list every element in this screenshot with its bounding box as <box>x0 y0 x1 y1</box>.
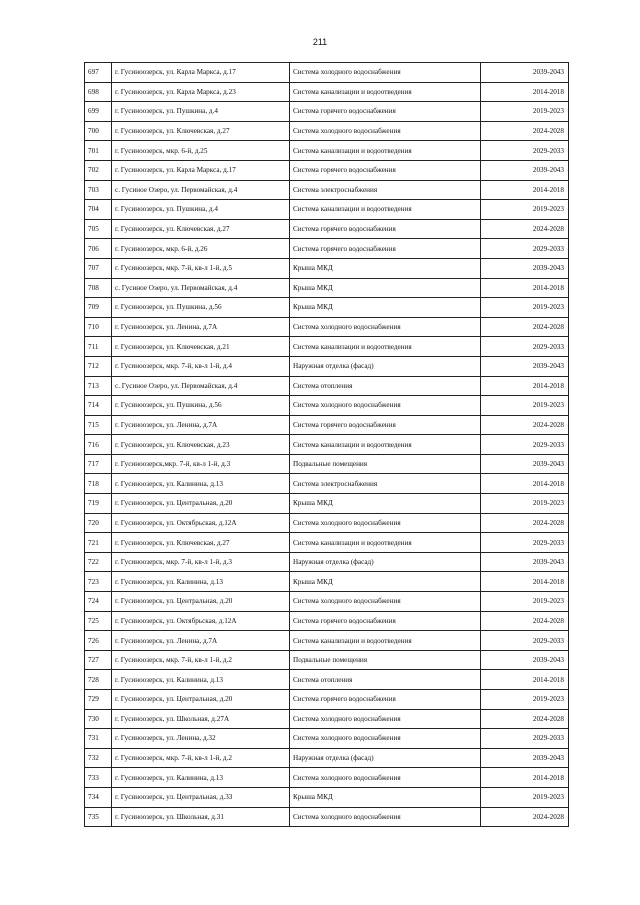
system-cell: Система холодного водоснабжения <box>290 768 481 788</box>
period-cell: 2019-2023 <box>481 592 569 612</box>
table-row <box>85 278 569 298</box>
system-cell: Наружная отделка (фасад) <box>290 748 481 768</box>
system-cell: Наружная отделка (фасад) <box>290 552 481 572</box>
address-cell: г. Гусиноозерск, ул. Ключевская, д.27 <box>112 533 290 553</box>
row-number-cell: 720 <box>85 513 112 533</box>
address-cell: г. Гусиноозерск, ул. Центральная, д.20 <box>112 494 290 514</box>
period-cell: 2014-2018 <box>481 768 569 788</box>
period-cell: 2024-2028 <box>481 611 569 631</box>
period-cell: 2039-2043 <box>481 356 569 376</box>
address-cell: г. Гусиноозерск, мкр. 7-й, кв-л 1-й, д.2 <box>112 748 290 768</box>
table-row <box>85 748 569 768</box>
address-cell: г. Гусиноозерск, ул. Пушкина, д.56 <box>112 396 290 416</box>
system-cell: Система канализации и водоотведения <box>290 337 481 357</box>
address-cell: г. Гусиноозерск, ул. Ленина, д.7А <box>112 415 290 435</box>
period-cell: 2029-2033 <box>481 631 569 651</box>
address-cell: с. Гусиное Озеро, ул. Первомайская, д.4 <box>112 376 290 396</box>
row-number-cell: 715 <box>85 415 112 435</box>
system-cell: Система канализации и водоотведения <box>290 141 481 161</box>
table-row <box>85 650 569 670</box>
period-cell: 2024-2028 <box>481 709 569 729</box>
row-number-cell: 733 <box>85 768 112 788</box>
address-cell: г. Гусиноозерск, ул. Октябрьская, д.12А <box>112 513 290 533</box>
system-cell: Крыша МКД <box>290 278 481 298</box>
system-cell: Система холодного водоснабжения <box>290 592 481 612</box>
address-cell: г. Гусиноозерск, ул. Школьная, д.27А <box>112 709 290 729</box>
address-cell: г. Гусиноозерск, ул. Калинина, д.13 <box>112 670 290 690</box>
period-cell: 2014-2018 <box>481 474 569 494</box>
period-cell: 2014-2018 <box>481 572 569 592</box>
address-cell: г. Гусиноозерск, мкр. 6-й, д.25 <box>112 141 290 161</box>
system-cell: Крыша МКД <box>290 494 481 514</box>
row-number-cell: 711 <box>85 337 112 357</box>
period-cell: 2024-2028 <box>481 121 569 141</box>
address-cell: г. Гусиноозерск,мкр. 7-й, кв-л 1-й, д.3 <box>112 454 290 474</box>
table-row <box>85 160 569 180</box>
system-cell: Система канализации и водоотведения <box>290 200 481 220</box>
row-number-cell: 723 <box>85 572 112 592</box>
system-cell: Система холодного водоснабжения <box>290 317 481 337</box>
row-number-cell: 710 <box>85 317 112 337</box>
address-cell: г. Гусиноозерск, ул. Калинина, д.13 <box>112 572 290 592</box>
system-cell: Система холодного водоснабжения <box>290 729 481 749</box>
address-cell: г. Гусиноозерск, ул. Центральная, д.20 <box>112 690 290 710</box>
row-number-cell: 698 <box>85 82 112 102</box>
address-cell: г. Гусиноозерск, ул. Ленина, д.7А <box>112 631 290 651</box>
period-cell: 2014-2018 <box>481 376 569 396</box>
system-cell: Система электроснабжения <box>290 180 481 200</box>
table-row <box>85 552 569 572</box>
period-cell: 2039-2043 <box>481 650 569 670</box>
address-cell: г. Гусиноозерск, ул. Центральная, д.20 <box>112 592 290 612</box>
period-cell: 2014-2018 <box>481 670 569 690</box>
table-row <box>85 396 569 416</box>
row-number-cell: 700 <box>85 121 112 141</box>
system-cell: Крыша МКД <box>290 298 481 318</box>
period-cell: 2029-2033 <box>481 239 569 259</box>
row-number-cell: 699 <box>85 102 112 122</box>
table-body <box>85 63 569 827</box>
table-row <box>85 337 569 357</box>
address-cell: г. Гусиноозерск, ул. Пушкина, д.4 <box>112 102 290 122</box>
address-cell: г. Гусиноозерск, мкр. 6-й, д.26 <box>112 239 290 259</box>
table-row <box>85 807 569 827</box>
table-row <box>85 454 569 474</box>
system-cell: Система холодного водоснабжения <box>290 513 481 533</box>
period-cell: 2019-2023 <box>481 298 569 318</box>
table-row <box>85 121 569 141</box>
table-row <box>85 729 569 749</box>
row-number-cell: 726 <box>85 631 112 651</box>
period-cell: 2019-2023 <box>481 690 569 710</box>
table-row <box>85 63 569 83</box>
table-row <box>85 239 569 259</box>
table-row <box>85 592 569 612</box>
period-cell: 2039-2043 <box>481 748 569 768</box>
row-number-cell: 718 <box>85 474 112 494</box>
period-cell: 2019-2023 <box>481 787 569 807</box>
row-number-cell: 707 <box>85 258 112 278</box>
period-cell: 2024-2028 <box>481 513 569 533</box>
system-cell: Система канализации и водоотведения <box>290 631 481 651</box>
address-cell: г. Гусиноозерск, ул. Центральная, д.33 <box>112 787 290 807</box>
address-cell: с. Гусиное Озеро, ул. Первомайская, д.4 <box>112 180 290 200</box>
period-cell: 2029-2033 <box>481 435 569 455</box>
system-cell: Подвальные помещения <box>290 454 481 474</box>
period-cell: 2019-2023 <box>481 200 569 220</box>
system-cell: Система горячего водоснабжения <box>290 102 481 122</box>
row-number-cell: 703 <box>85 180 112 200</box>
address-cell: г. Гусиноозерск, ул. Пушкина, д.4 <box>112 200 290 220</box>
address-cell: с. Гусиное Озеро, ул. Первомайская, д.4 <box>112 278 290 298</box>
system-cell: Система отопления <box>290 376 481 396</box>
address-cell: г. Гусиноозерск, ул. Карла Маркса, д.17 <box>112 63 290 83</box>
address-cell: г. Гусиноозерск, ул. Ключевская, д.21 <box>112 337 290 357</box>
table-row <box>85 690 569 710</box>
table-row <box>85 356 569 376</box>
system-cell: Система канализации и водоотведения <box>290 533 481 553</box>
row-number-cell: 724 <box>85 592 112 612</box>
table-row <box>85 82 569 102</box>
row-number-cell: 717 <box>85 454 112 474</box>
address-cell: г. Гусиноозерск, ул. Октябрьская, д.12А <box>112 611 290 631</box>
table-row <box>85 494 569 514</box>
row-number-cell: 727 <box>85 650 112 670</box>
row-number-cell: 709 <box>85 298 112 318</box>
table-row <box>85 219 569 239</box>
system-cell: Система горячего водоснабжения <box>290 690 481 710</box>
system-cell: Подвальные помещения <box>290 650 481 670</box>
system-cell: Система горячего водоснабжения <box>290 239 481 259</box>
address-cell: г. Гусиноозерск, ул. Пушкина, д.56 <box>112 298 290 318</box>
table-row <box>85 435 569 455</box>
table-row <box>85 376 569 396</box>
system-cell: Система холодного водоснабжения <box>290 63 481 83</box>
row-number-cell: 722 <box>85 552 112 572</box>
table-row <box>85 298 569 318</box>
table-row <box>85 670 569 690</box>
period-cell: 2014-2018 <box>481 82 569 102</box>
period-cell: 2039-2043 <box>481 160 569 180</box>
row-number-cell: 719 <box>85 494 112 514</box>
table-row <box>85 474 569 494</box>
table-row <box>85 102 569 122</box>
address-cell: г. Гусиноозерск, ул. Ленина, д.7А <box>112 317 290 337</box>
address-cell: г. Гусиноозерск, ул. Калинина, д.13 <box>112 474 290 494</box>
system-cell: Система горячего водоснабжения <box>290 415 481 435</box>
address-cell: г. Гусиноозерск, ул. Карла Маркса, д.17 <box>112 160 290 180</box>
address-cell: г. Гусиноозерск, ул. Школьная, д.31 <box>112 807 290 827</box>
system-cell: Система холодного водоснабжения <box>290 396 481 416</box>
period-cell: 2029-2033 <box>481 337 569 357</box>
address-cell: г. Гусиноозерск, ул. Ключевская, д.23 <box>112 435 290 455</box>
system-cell: Система горячего водоснабжения <box>290 219 481 239</box>
address-cell: г. Гусиноозерск, ул. Калинина, д.13 <box>112 768 290 788</box>
system-cell: Система холодного водоснабжения <box>290 121 481 141</box>
period-cell: 2029-2033 <box>481 141 569 161</box>
table-row <box>85 611 569 631</box>
address-cell: г. Гусиноозерск, ул. Ключевская, д.27 <box>112 219 290 239</box>
table-row <box>85 317 569 337</box>
system-cell: Крыша МКД <box>290 572 481 592</box>
row-number-cell: 732 <box>85 748 112 768</box>
system-cell: Система горячего водоснабжения <box>290 611 481 631</box>
row-number-cell: 716 <box>85 435 112 455</box>
table-row <box>85 768 569 788</box>
table-row <box>85 572 569 592</box>
row-number-cell: 728 <box>85 670 112 690</box>
row-number-cell: 697 <box>85 63 112 83</box>
system-cell: Система электроснабжения <box>290 474 481 494</box>
system-cell: Система холодного водоснабжения <box>290 807 481 827</box>
system-cell: Наружная отделка (фасад) <box>290 356 481 376</box>
row-number-cell: 701 <box>85 141 112 161</box>
table-row <box>85 141 569 161</box>
period-cell: 2024-2028 <box>481 317 569 337</box>
period-cell: 2039-2043 <box>481 552 569 572</box>
row-number-cell: 702 <box>85 160 112 180</box>
address-cell: г. Гусиноозерск, мкр. 7-й, кв-л 1-й, д.3 <box>112 552 290 572</box>
address-cell: г. Гусиноозерск, мкр. 7-й, кв-л 1-й, д.2 <box>112 650 290 670</box>
row-number-cell: 734 <box>85 787 112 807</box>
row-number-cell: 704 <box>85 200 112 220</box>
period-cell: 2024-2028 <box>481 807 569 827</box>
table-row <box>85 200 569 220</box>
system-cell: Система горячего водоснабжения <box>290 160 481 180</box>
table-row <box>85 258 569 278</box>
period-cell: 2029-2033 <box>481 533 569 553</box>
row-number-cell: 712 <box>85 356 112 376</box>
period-cell: 2019-2023 <box>481 396 569 416</box>
period-cell: 2039-2043 <box>481 258 569 278</box>
page-number: 211 <box>312 37 328 47</box>
row-number-cell: 731 <box>85 729 112 749</box>
period-cell: 2039-2043 <box>481 454 569 474</box>
address-cell: г. Гусиноозерск, ул. Ленина, д.32 <box>112 729 290 749</box>
system-cell: Система канализации и водоотведения <box>290 435 481 455</box>
system-cell: Система холодного водоснабжения <box>290 709 481 729</box>
row-number-cell: 729 <box>85 690 112 710</box>
address-cell: г. Гусиноозерск, мкр. 7-й, кв-л 1-й, д.5 <box>112 258 290 278</box>
row-number-cell: 735 <box>85 807 112 827</box>
period-cell: 2014-2018 <box>481 278 569 298</box>
row-number-cell: 714 <box>85 396 112 416</box>
system-cell: Крыша МКД <box>290 258 481 278</box>
table-row <box>85 415 569 435</box>
row-number-cell: 730 <box>85 709 112 729</box>
repair-schedule-table <box>84 62 569 827</box>
table-row <box>85 631 569 651</box>
row-number-cell: 713 <box>85 376 112 396</box>
period-cell: 2029-2033 <box>481 729 569 749</box>
period-cell: 2024-2028 <box>481 219 569 239</box>
row-number-cell: 706 <box>85 239 112 259</box>
row-number-cell: 725 <box>85 611 112 631</box>
address-cell: г. Гусиноозерск, мкр. 7-й, кв-л 1-й, д.4 <box>112 356 290 376</box>
row-number-cell: 721 <box>85 533 112 553</box>
table-row <box>85 787 569 807</box>
system-cell: Система канализации и водоотведения <box>290 82 481 102</box>
period-cell: 2019-2023 <box>481 494 569 514</box>
table-row <box>85 513 569 533</box>
table-row <box>85 533 569 553</box>
system-cell: Система отопления <box>290 670 481 690</box>
period-cell: 2014-2018 <box>481 180 569 200</box>
period-cell: 2024-2028 <box>481 415 569 435</box>
period-cell: 2019-2023 <box>481 102 569 122</box>
address-cell: г. Гусиноозерск, ул. Ключевская, д.27 <box>112 121 290 141</box>
period-cell: 2039-2043 <box>481 63 569 83</box>
table-row <box>85 180 569 200</box>
row-number-cell: 708 <box>85 278 112 298</box>
system-cell: Крыша МКД <box>290 787 481 807</box>
address-cell: г. Гусиноозерск, ул. Карла Маркса, д.23 <box>112 82 290 102</box>
row-number-cell: 705 <box>85 219 112 239</box>
table-row <box>85 709 569 729</box>
